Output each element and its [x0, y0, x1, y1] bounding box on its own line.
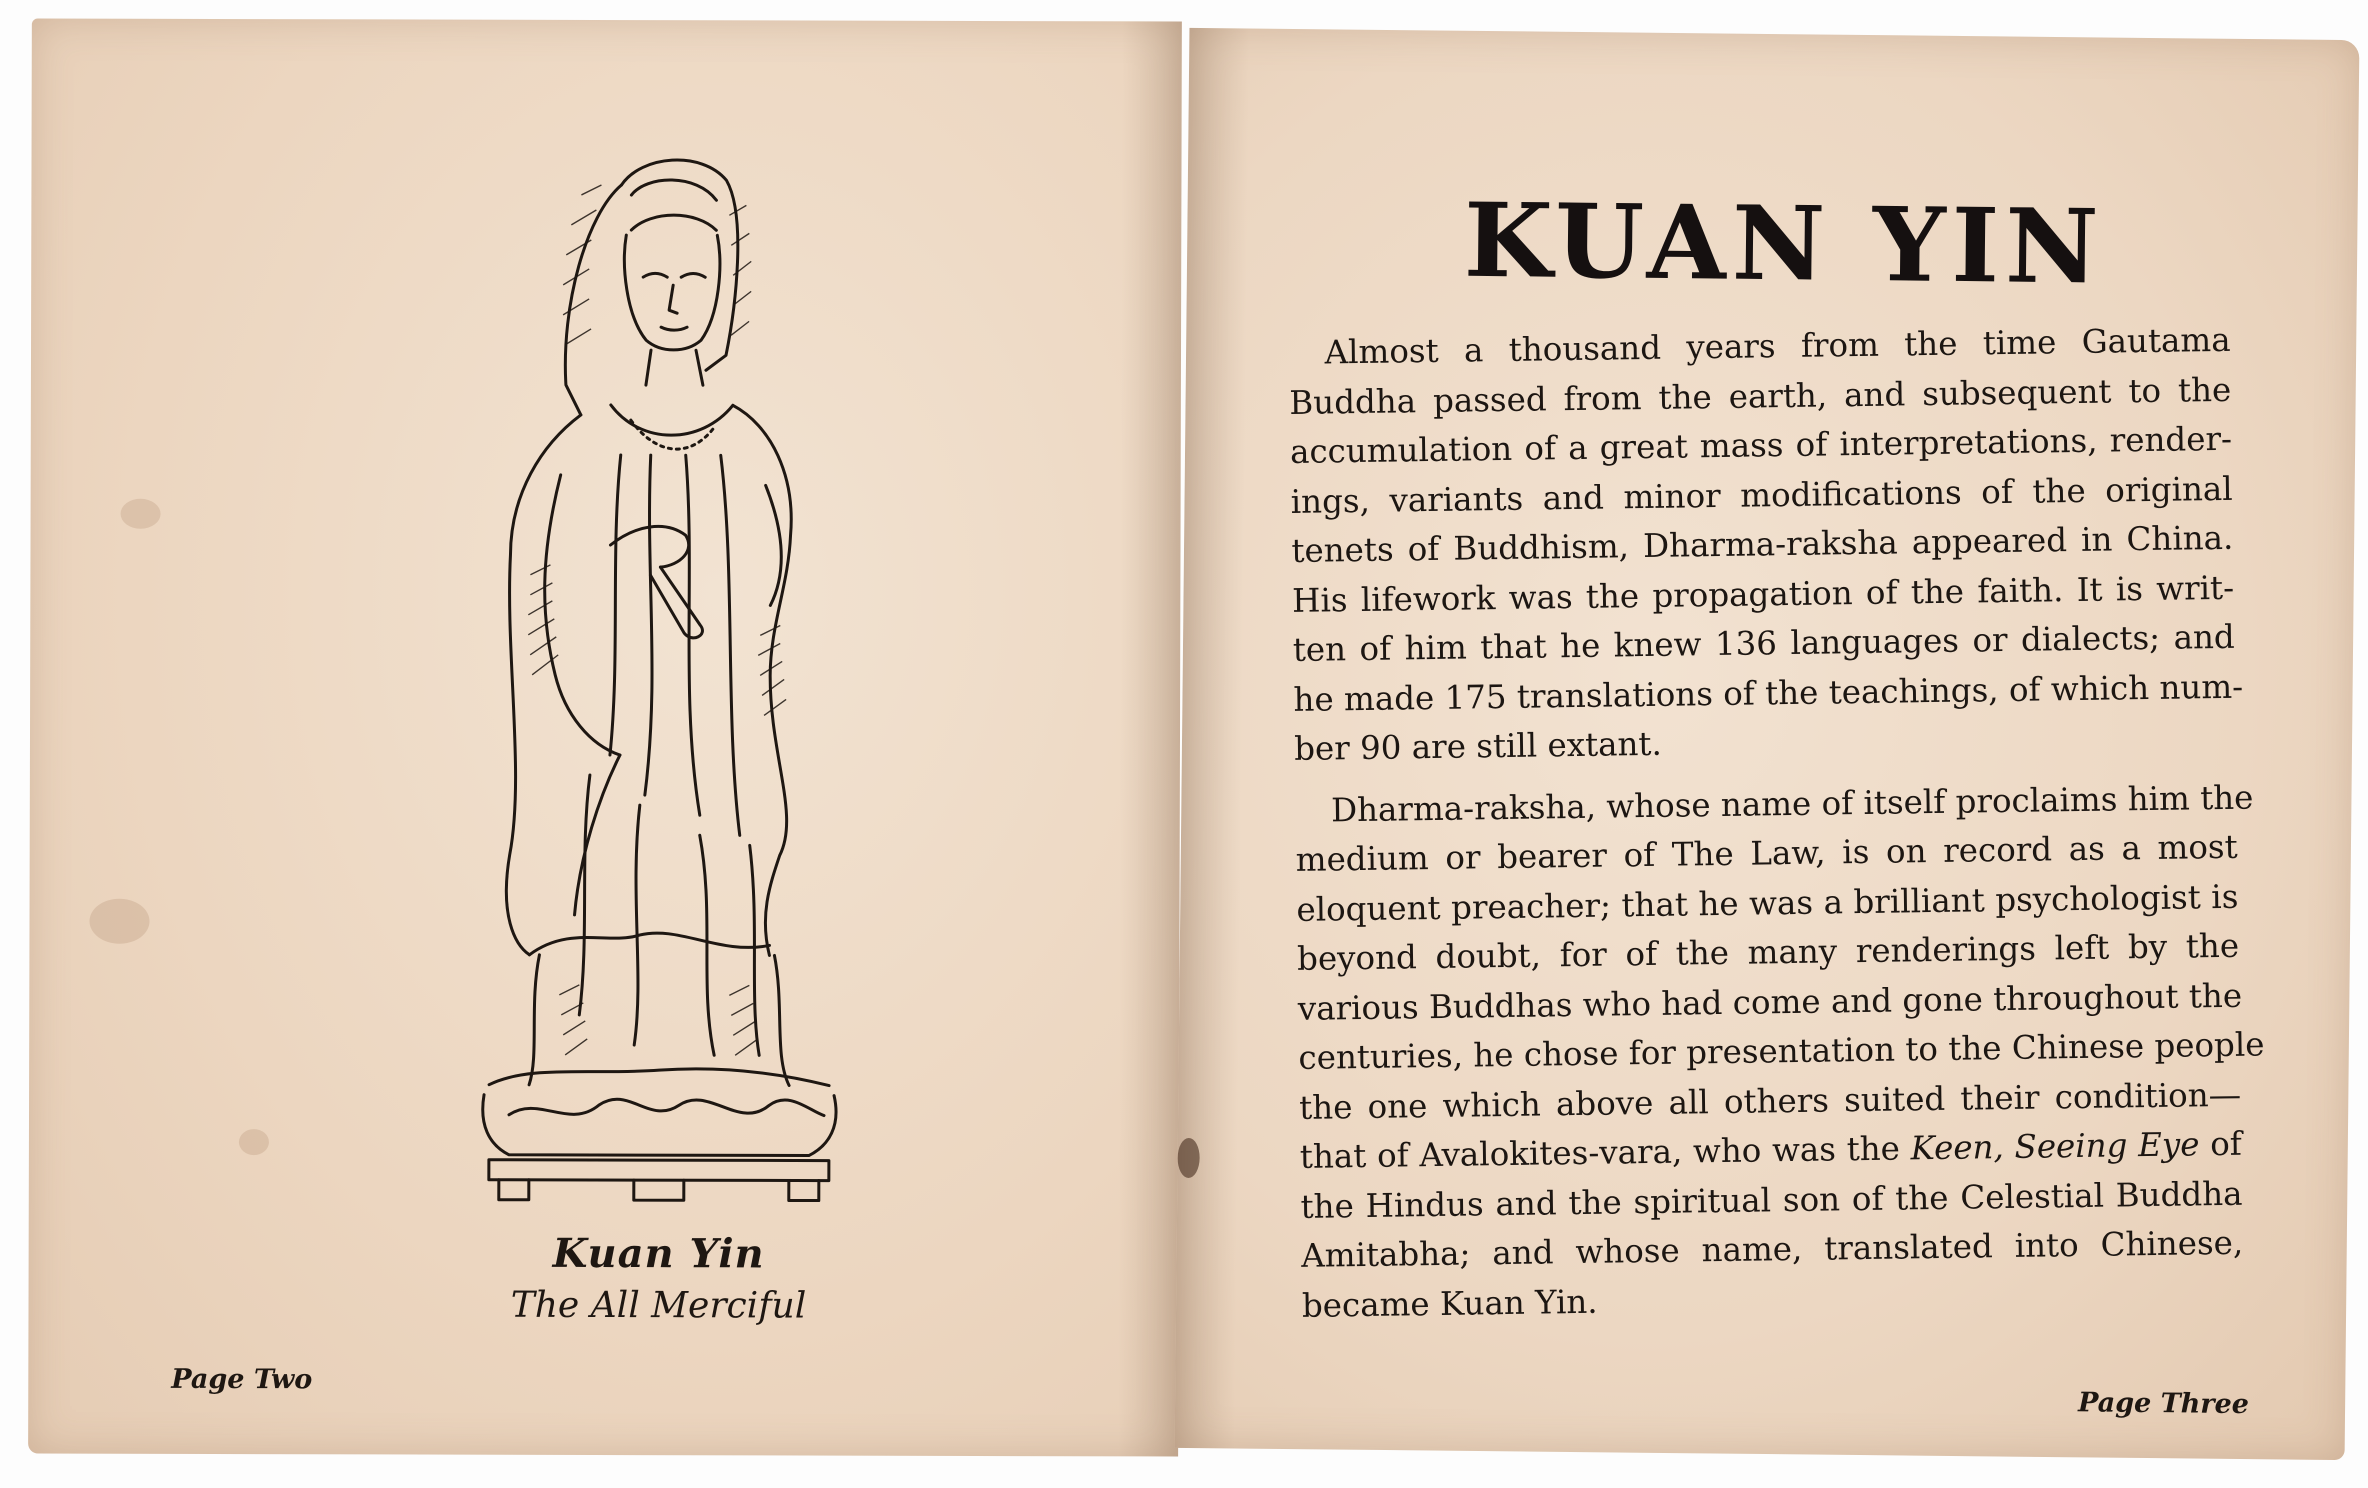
text-line: centuries, he chose for presentation to the Chinese people: [1298, 1025, 2265, 1077]
text-line: His lifework was the propagation of the faith. It is writ-: [1291, 568, 2235, 620]
gutter-shadow: [1118, 21, 1182, 1456]
paper-damage: [1177, 1138, 1199, 1178]
caption-subtitle: The All Merciful: [510, 1284, 807, 1327]
text-line: various Buddhas who had come and gone throughout the: [1297, 976, 2243, 1028]
text-line: ings, variants and minor modifications of the original: [1290, 469, 2233, 521]
text-line: medium or bearer of The Law, is on record as a most: [1295, 827, 2238, 879]
paper-stain: [121, 499, 161, 529]
text-line: eloquent preacher; that he was a brilliant psychologist is: [1296, 877, 2239, 929]
left-page: [28, 18, 1182, 1456]
paper-stain: [89, 899, 149, 944]
kuan-yin-statue-drawing: [469, 155, 852, 1216]
right-page: [1175, 28, 2360, 1460]
text-line: ten of him that he knew 136 languages or dialects; and: [1292, 617, 2235, 669]
text-line: beyond doubt, for of the many renderings left by the: [1296, 926, 2240, 978]
caption-title: Kuan Yin: [552, 1229, 765, 1278]
text-line: Dharma-raksha, whose name of itself proclaims him the: [1330, 778, 2254, 829]
paper-stain: [239, 1129, 269, 1155]
text-line: the one which above all others suited their condition—: [1298, 1075, 2242, 1127]
italic-phrase: Keen, Seeing Eye: [1910, 1125, 2200, 1168]
page-title: KUAN YIN: [1463, 180, 2106, 308]
text-line: accumulation of a great mass of interpretations, render-: [1289, 419, 2233, 471]
text-line: Buddha passed from the earth, and subsequent to the: [1289, 370, 2232, 422]
text-line: Almost a thousand years from the time Gautama: [1324, 320, 2231, 372]
text-segment: of: [2199, 1124, 2243, 1164]
text-line: became Kuan Yin.: [1301, 1282, 1598, 1325]
text-line: he made 175 translations of the teachings, of which num-: [1293, 667, 2244, 719]
body-text: [1288, 316, 2265, 1331]
text-line: the Hindus and the spiritual son of the Celestial Buddha: [1300, 1174, 2243, 1226]
page-number-right: Page Three: [2077, 1387, 2250, 1421]
text-segment: that of Avalokites-vara, who was the: [1299, 1129, 1911, 1176]
text-line: Amitabha; and whose name, translated into Chinese,: [1300, 1223, 2244, 1275]
page-number-left: Page Two: [171, 1363, 313, 1396]
text-line: tenets of Buddhism, Dharma-raksha appeared in China.: [1291, 518, 2234, 570]
text-line: ber 90 are still extant.: [1293, 724, 1663, 768]
